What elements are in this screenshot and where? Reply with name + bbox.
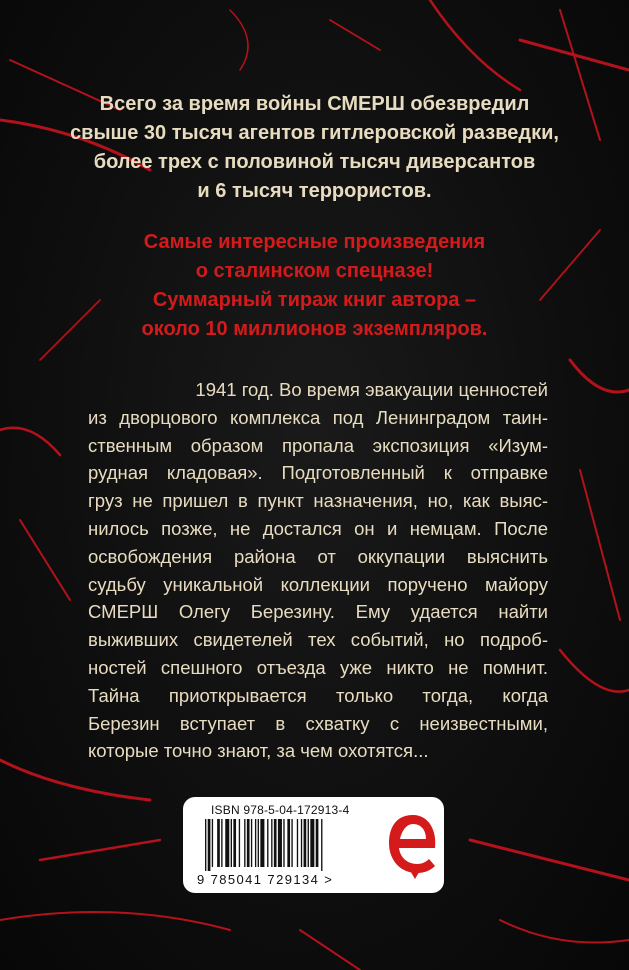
barcode-bar [267,819,268,867]
description-line: которые точно знают, за чем охотятся... [88,740,429,762]
barcode-bar [291,819,292,867]
barcode-bar [278,819,282,867]
barcode-bar [225,819,229,867]
barcode-bar [301,819,302,867]
barcode [203,819,383,871]
barcode-bar [208,819,211,871]
description-line: Березин вступает в схватку с неизвестными, [88,712,548,734]
tagline [0,90,629,206]
description-line: освобождения района от оккупации выяснить [88,545,548,567]
isbn-label: ISBN 978-5-04-172913-4 [211,803,350,817]
barcode-panel [183,797,444,893]
barcode-bar [304,819,307,867]
description-line: из дворцового комплекса под Ленинградом таин- [88,406,548,428]
barcode-bar [274,819,277,867]
tagline-line: более трех с половиной тысяч диверсантов [93,151,536,173]
barcode-bar [321,819,322,871]
barcode-bar [231,819,232,867]
promo-line: о сталинском спецназе! [195,260,434,282]
barcode-bar [244,819,245,867]
barcode-bar [310,819,314,867]
barcode-bar [308,819,309,867]
promo-text [0,228,629,344]
description-line: 1941 год. Во время эвакуации ценностей [195,379,548,400]
tagline-line: свыше 30 тысяч агентов гитлеровской разведки, [70,122,559,144]
description-line: рудная кладовая». Подготовленный к отправке [88,462,548,484]
promo-line: Суммарный тираж книг автора – [152,289,477,311]
promo-line: Самые интересные произведения [143,231,486,253]
barcode-bar [258,819,259,867]
barcode-bar [260,819,264,867]
barcode-bar [316,819,319,867]
tagline-line: Всего за время войны СМЕРШ обезвредил [99,93,530,115]
description-line: нилось позже, не достался он и немцам. После [88,517,548,539]
promo-line: около 10 миллионов экземпляров. [141,318,488,340]
barcode-bar [221,819,222,867]
description-line: судьбу уникальной коллекции поручено майору [88,573,548,595]
barcode-bar [287,819,290,867]
barcode-bar [217,819,220,867]
description-line: Тайна приоткрывается только тогда, когда [88,684,548,706]
description-line: СМЕРШ Олегу Березину. Ему удается найти [88,601,548,623]
description-line: ственным образом пропала экспозиция «Изум- [88,434,548,456]
barcode-bar [205,819,206,871]
barcode-bar [271,819,272,867]
barcode-bar [239,819,240,867]
barcode-bar [247,819,250,867]
description-line: груз не пришел в пункт назначения, но, как выяс- [88,490,548,512]
description-line: ностей спешного отъезда уже никто не помнит. [88,656,548,678]
barcode-bar [255,819,256,867]
description-line: выживших свидетелей тех событий, но подроб- [88,629,548,651]
book-description [88,376,548,765]
barcode-bar [251,819,252,867]
barcode-bar [233,819,236,867]
barcode-bar [283,819,284,867]
barcode-digits: 9 785041 729134 > [197,872,334,887]
barcode-bar [212,819,213,867]
tagline-line: и 6 тысяч террористов. [197,180,432,202]
barcode-bar [297,819,298,867]
eksmo-logo-icon [385,811,441,879]
